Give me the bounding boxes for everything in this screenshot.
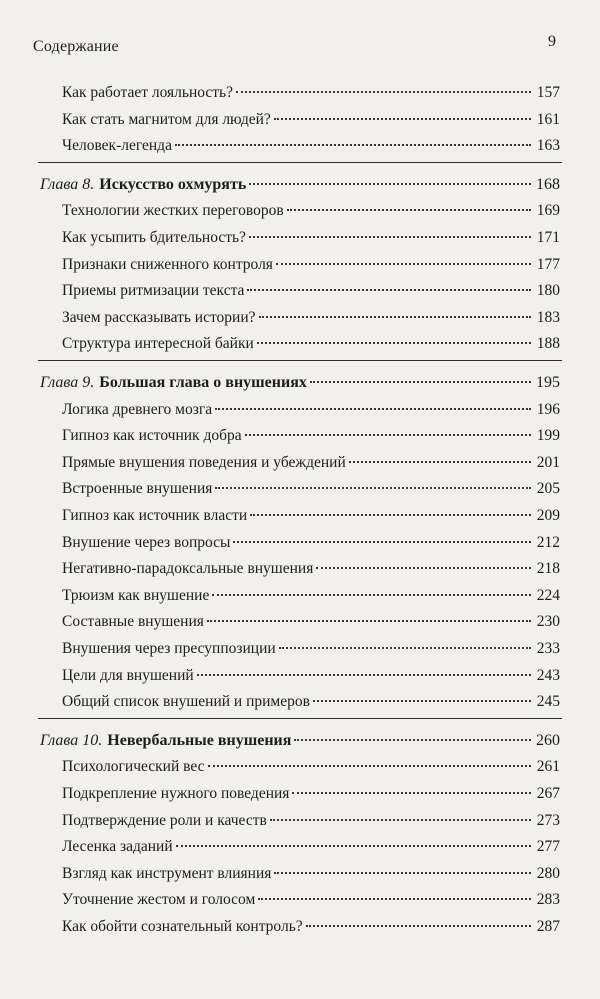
entry-title: Негативно-парадоксальные внушения	[62, 560, 314, 578]
toc-entry[interactable]	[62, 534, 560, 552]
entry-page-number: 233	[536, 640, 560, 657]
section-divider	[38, 360, 562, 361]
entry-page-number: 205	[536, 480, 560, 498]
dot-leader	[245, 434, 531, 436]
dot-leader	[287, 209, 531, 211]
dot-leader	[274, 118, 531, 120]
dot-leader	[176, 845, 531, 847]
entry-page-number: 243	[536, 666, 560, 684]
entry-title: Структура интересной байки	[62, 335, 254, 353]
toc-entry[interactable]	[62, 84, 560, 102]
entry-page-number: 157	[536, 84, 560, 101]
running-title: Содержание	[33, 38, 119, 55]
dot-leader	[233, 541, 531, 543]
toc-entry[interactable]	[62, 785, 560, 803]
entry-title: Внушения через пресуппозиции	[62, 640, 276, 657]
entry-page-number: 283	[536, 891, 560, 909]
chapter-heading[interactable]	[40, 732, 560, 750]
entry-page-number: 196	[536, 400, 560, 418]
toc-entry[interactable]	[62, 865, 560, 883]
toc-entry[interactable]	[62, 480, 560, 498]
toc-entry[interactable]	[62, 454, 560, 472]
entry-page-number: 261	[536, 758, 560, 776]
toc-entry[interactable]	[62, 401, 560, 419]
toc-entry[interactable]	[62, 111, 560, 129]
dot-leader	[197, 674, 531, 676]
entry-title: Логика древнего мозга	[62, 400, 213, 418]
entry-page-number: 267	[536, 785, 560, 802]
toc-entry[interactable]	[62, 613, 560, 631]
toc-entry[interactable]	[62, 640, 560, 658]
dot-leader	[175, 144, 531, 146]
toc-entry[interactable]	[62, 693, 560, 711]
chapter-title: Невербальные внушения	[107, 731, 292, 749]
toc-entry[interactable]	[62, 309, 560, 327]
toc-entry[interactable]	[62, 282, 560, 300]
entry-title: Как стать магнитом для людей?	[62, 110, 271, 128]
entry-title: Общий список внушений и примеров	[62, 693, 310, 711]
entry-page-number: 171	[536, 229, 560, 246]
entry-title: Как усыпить бдительность?	[62, 229, 246, 246]
entry-title: Гипноз как источник власти	[62, 507, 248, 524]
entry-page-number: 161	[536, 110, 560, 128]
entry-page-number: 224	[536, 586, 560, 604]
entry-title: Трюизм как внушение	[62, 586, 210, 604]
entry-title: Лесенка заданий	[62, 838, 173, 856]
chapter-number: Глава 8.	[40, 175, 95, 193]
chapter-number: Глава 10.	[40, 731, 103, 749]
dot-leader	[279, 647, 531, 649]
toc-entry[interactable]	[62, 137, 560, 155]
toc-entry[interactable]	[62, 838, 560, 856]
dot-leader	[276, 263, 531, 265]
toc-entry[interactable]	[62, 891, 560, 909]
entry-title: Подкрепление нужного поведения	[62, 785, 290, 802]
chapter-label	[40, 732, 291, 750]
toc-entry[interactable]	[62, 812, 560, 830]
dot-leader	[215, 487, 531, 489]
chapter-label	[40, 176, 246, 194]
dot-leader	[236, 91, 531, 93]
dot-leader	[258, 898, 531, 900]
entry-page-number: 273	[536, 811, 560, 829]
entry-page-number: 212	[536, 533, 560, 551]
chapter-page-number: 195	[536, 374, 560, 391]
page-number: 9	[548, 33, 556, 50]
entry-page-number: 180	[536, 282, 560, 300]
entry-page-number: 201	[536, 453, 560, 471]
entry-title: Технологии жестких переговоров	[62, 202, 284, 220]
dot-leader	[249, 183, 531, 185]
dot-leader	[306, 925, 531, 927]
section-divider	[38, 162, 562, 163]
dot-leader	[215, 408, 531, 410]
entry-title: Гипноз как источник добра	[62, 427, 242, 445]
dot-leader	[294, 739, 531, 741]
toc-entry[interactable]	[62, 918, 560, 936]
entry-title: Прямые внушения поведения и убеждений	[62, 453, 346, 471]
entry-title: Подтверждение роли и качеств	[62, 811, 267, 829]
entry-page-number: 183	[536, 308, 560, 326]
toc-entry[interactable]	[62, 758, 560, 776]
entry-title: Уточнение жестом и голосом	[62, 891, 256, 909]
section-divider	[38, 718, 562, 719]
entry-page-number: 287	[536, 918, 560, 935]
chapter-number: Глава 9.	[40, 374, 95, 391]
dot-leader	[316, 567, 531, 569]
chapter-title: Искусство охмурять	[99, 175, 247, 193]
dot-leader	[208, 765, 531, 767]
entry-title: Приемы ритмизации текста	[62, 282, 245, 300]
chapter-heading[interactable]	[40, 176, 560, 194]
dot-leader	[259, 316, 531, 318]
toc-entry[interactable]	[62, 507, 560, 525]
entry-page-number: 277	[536, 838, 560, 856]
entry-title: Человек-легенда	[62, 137, 172, 155]
dot-leader	[207, 620, 531, 622]
toc-entry[interactable]	[62, 427, 560, 445]
dot-leader	[250, 514, 531, 516]
entry-page-number: 169	[536, 202, 560, 220]
toc-entry[interactable]	[62, 587, 560, 605]
dot-leader	[349, 461, 531, 463]
entry-page-number: 188	[536, 335, 560, 353]
entry-title: Психологический вес	[62, 758, 205, 776]
toc-entry[interactable]	[62, 256, 560, 274]
chapter-page-number: 168	[536, 175, 560, 193]
dot-leader	[270, 819, 531, 821]
entry-page-number: 199	[536, 427, 560, 445]
dot-leader	[247, 289, 531, 291]
entry-title: Признаки сниженного контроля	[62, 255, 273, 273]
dot-leader	[257, 342, 531, 344]
chapter-page-number: 260	[536, 731, 560, 749]
toc-entry[interactable]	[62, 560, 560, 578]
entry-title: Взгляд как инструмент влияния	[62, 864, 272, 882]
toc-entry[interactable]	[62, 335, 560, 353]
entry-page-number: 230	[536, 613, 560, 631]
dot-leader	[313, 700, 531, 702]
entry-page-number: 245	[536, 693, 560, 711]
entry-title: Внушение через вопросы	[62, 533, 231, 551]
dot-leader	[212, 594, 531, 596]
toc-entry[interactable]	[62, 202, 560, 220]
chapter-label	[40, 374, 307, 392]
entry-page-number: 218	[536, 560, 560, 578]
entry-title: Как обойти сознательный контроль?	[62, 918, 303, 935]
entry-page-number: 163	[536, 137, 560, 155]
dot-leader	[292, 792, 531, 794]
chapter-heading[interactable]	[40, 374, 560, 392]
dot-leader	[249, 236, 531, 238]
entry-title: Цели для внушений	[62, 666, 194, 684]
entry-page-number: 209	[536, 507, 560, 524]
dot-leader	[274, 872, 531, 874]
entry-page-number: 280	[536, 864, 560, 882]
entry-title: Встроенные внушения	[62, 480, 213, 498]
entry-title: Как работает лояльность?	[62, 84, 234, 101]
dot-leader	[310, 381, 531, 383]
entry-title: Составные внушения	[62, 613, 204, 631]
entry-title: Зачем рассказывать истории?	[62, 308, 256, 326]
toc-entry[interactable]	[62, 667, 560, 685]
chapter-title: Большая глава о внушениях	[99, 374, 307, 391]
toc-entry[interactable]	[62, 229, 560, 247]
entry-page-number: 177	[536, 255, 560, 273]
